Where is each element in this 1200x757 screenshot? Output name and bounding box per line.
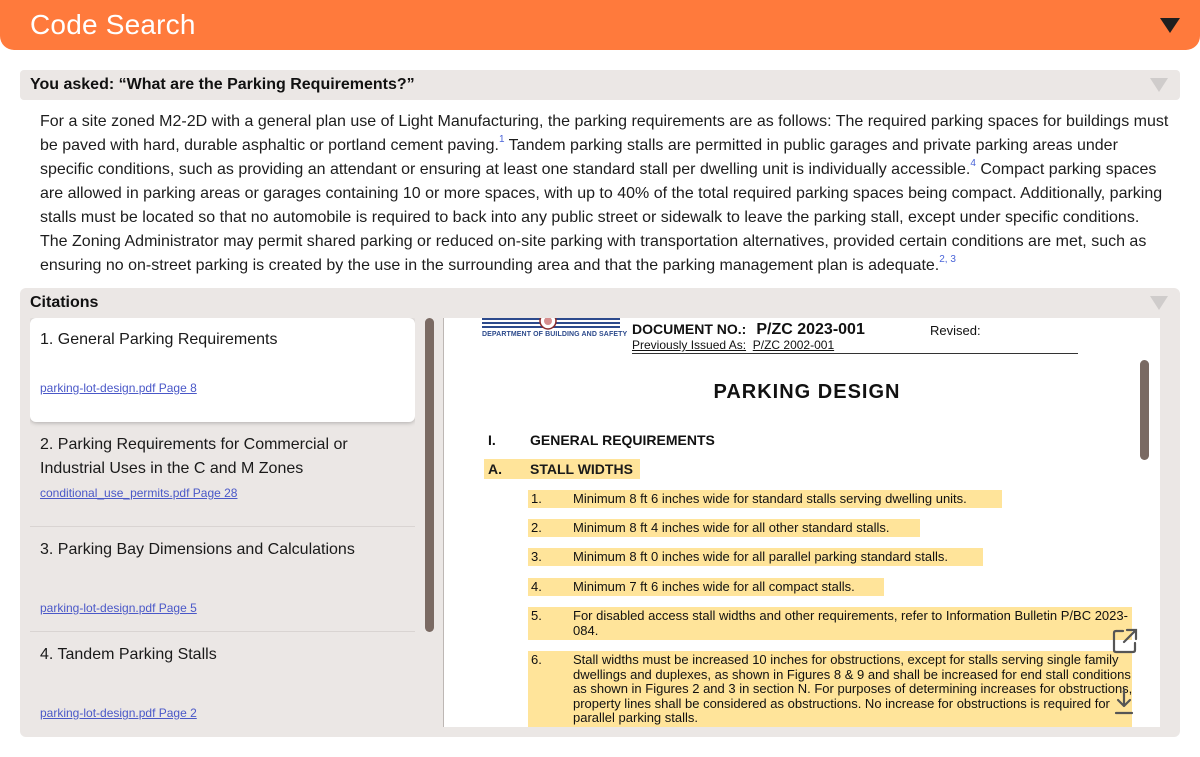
citation-label: 2. Parking Requirements for Commercial or Industrial Uses in the C and M Zones <box>40 436 348 477</box>
citation-item[interactable] <box>30 423 415 527</box>
citation-label: 1. General Parking Requirements <box>40 331 278 348</box>
requirement-number: 1. <box>531 491 542 506</box>
requirement-text: Minimum 8 ft 0 inches wide for all parallel parking standard stalls. <box>573 549 949 564</box>
answer-text <box>40 110 1170 278</box>
citation-list <box>30 318 415 737</box>
question-caret-icon[interactable] <box>1150 78 1168 92</box>
requirement-text: Minimum 7 ft 6 inches wide for all compact stalls. <box>573 579 855 594</box>
citation-item[interactable] <box>30 528 415 632</box>
question-text: You asked: “What are the Parking Requirements?” <box>30 76 415 93</box>
citations-title: Citations <box>30 294 99 311</box>
requirement-number: 3. <box>531 549 542 564</box>
answer-segment: For a site zoned M2-2D with a general plan use of Light Manufacturing, the parking requirements are as follows: The required parking spaces for buildings must be paved with hard, durable asphaltic or portland cement paving. <box>40 113 1169 154</box>
app-header <box>0 0 1200 50</box>
citation-item[interactable] <box>30 633 415 737</box>
requirement-text: For disabled access stall widths and other requirements, refer to Information Bulletin P/BC 2023-084. <box>573 608 1128 638</box>
section-number: I. <box>488 432 496 448</box>
section-title: GENERAL REQUIREMENTS <box>530 432 715 448</box>
pdf-heading: PARKING DESIGN <box>713 381 901 403</box>
citation-link[interactable]: parking-lot-design.pdf Page 8 <box>40 381 197 395</box>
previously-issued <box>632 338 1078 354</box>
requirement-text: Stall widths must be increased 10 inches for obstructions, except for stalls serving single family dwellings and duplexes, as shown in Figures 8 & 9 and shall be increased for end stall conditions as shown in Figures 2 and 3 in section N. For purposes of determining increases for obstructions, property lines shall be considered as obstructions. No increase for obstructions is required for parallel parking stalls. <box>573 652 1133 725</box>
citations-caret-icon[interactable] <box>1150 296 1168 310</box>
department-name: DEPARTMENT OF BUILDING AND SAFETY <box>482 331 628 338</box>
department-logo-icon <box>482 318 620 342</box>
citations-panel <box>20 288 1180 737</box>
citation-list-scrollbar[interactable] <box>425 318 434 632</box>
citation-link[interactable]: parking-lot-design.pdf Page 2 <box>40 706 197 720</box>
pdf-scrollbar[interactable] <box>1140 360 1149 460</box>
requirement-number: 4. <box>531 579 542 594</box>
previously-issued-label: Previously Issued As: <box>632 338 747 352</box>
divider <box>30 526 415 527</box>
citation-link[interactable]: conditional_use_permits.pdf Page 28 <box>40 486 238 500</box>
revised-label: Revised: <box>930 323 981 338</box>
citation-label: 3. Parking Bay Dimensions and Calculations <box>40 541 355 558</box>
requirement-text: Minimum 8 ft 4 inches wide for all other standard stalls. <box>573 520 890 535</box>
requirement-number: 6. <box>531 652 542 667</box>
citation-link[interactable]: parking-lot-design.pdf Page 5 <box>40 601 197 615</box>
previously-issued-value: P/ZC 2002-001 <box>752 338 835 352</box>
citation-label: 4. Tandem Parking Stalls <box>40 646 217 663</box>
answer-segment: Compact parking spaces are allowed in parking areas or garages containing 10 or more spaces, with up to 40% of the total required parking spaces being compact. Additionally, parking stalls must be located so that no automobile is required to back into any public street or sidewalk to leave the parking stall, except under specific conditions. The Zoning Administrator may permit shared parking or reduced on-site parking with transportation alternatives, provided certain conditions are met, such as ensuring no on-street parking is created by the use in the surrounding area and that the parking management plan is adequate. <box>40 161 1163 274</box>
citation-ref[interactable]: 4 <box>970 158 976 169</box>
document-number-label: DOCUMENT NO.: <box>632 321 747 337</box>
question-bar[interactable] <box>20 70 1180 100</box>
citation-ref[interactable]: 2, 3 <box>939 254 956 265</box>
subsection-number: A. <box>488 461 502 477</box>
subsection-title: STALL WIDTHS <box>530 461 633 477</box>
app-title: Code Search <box>30 9 196 40</box>
download-icon[interactable] <box>1114 688 1134 716</box>
answer-segment: Tandem parking stalls are permitted in public garages and private parking areas under specific conditions, such as providing an attendant or ensuring at least one standard stall per dwelling unit is individually accessible. <box>40 137 1118 178</box>
requirement-text: Minimum 8 ft 6 inches wide for standard stalls serving dwelling units. <box>573 491 967 506</box>
pdf-viewer[interactable] <box>444 318 1160 727</box>
document-number-value: P/ZC 2023-001 <box>756 321 865 338</box>
citation-item[interactable] <box>30 318 415 422</box>
requirement-number: 2. <box>531 520 542 535</box>
divider <box>30 631 415 632</box>
citation-ref[interactable]: 1 <box>498 134 505 145</box>
document-number <box>632 321 865 339</box>
collapse-caret-icon[interactable] <box>1160 18 1180 33</box>
open-external-icon[interactable] <box>1112 628 1138 654</box>
requirement-number: 5. <box>531 608 542 623</box>
